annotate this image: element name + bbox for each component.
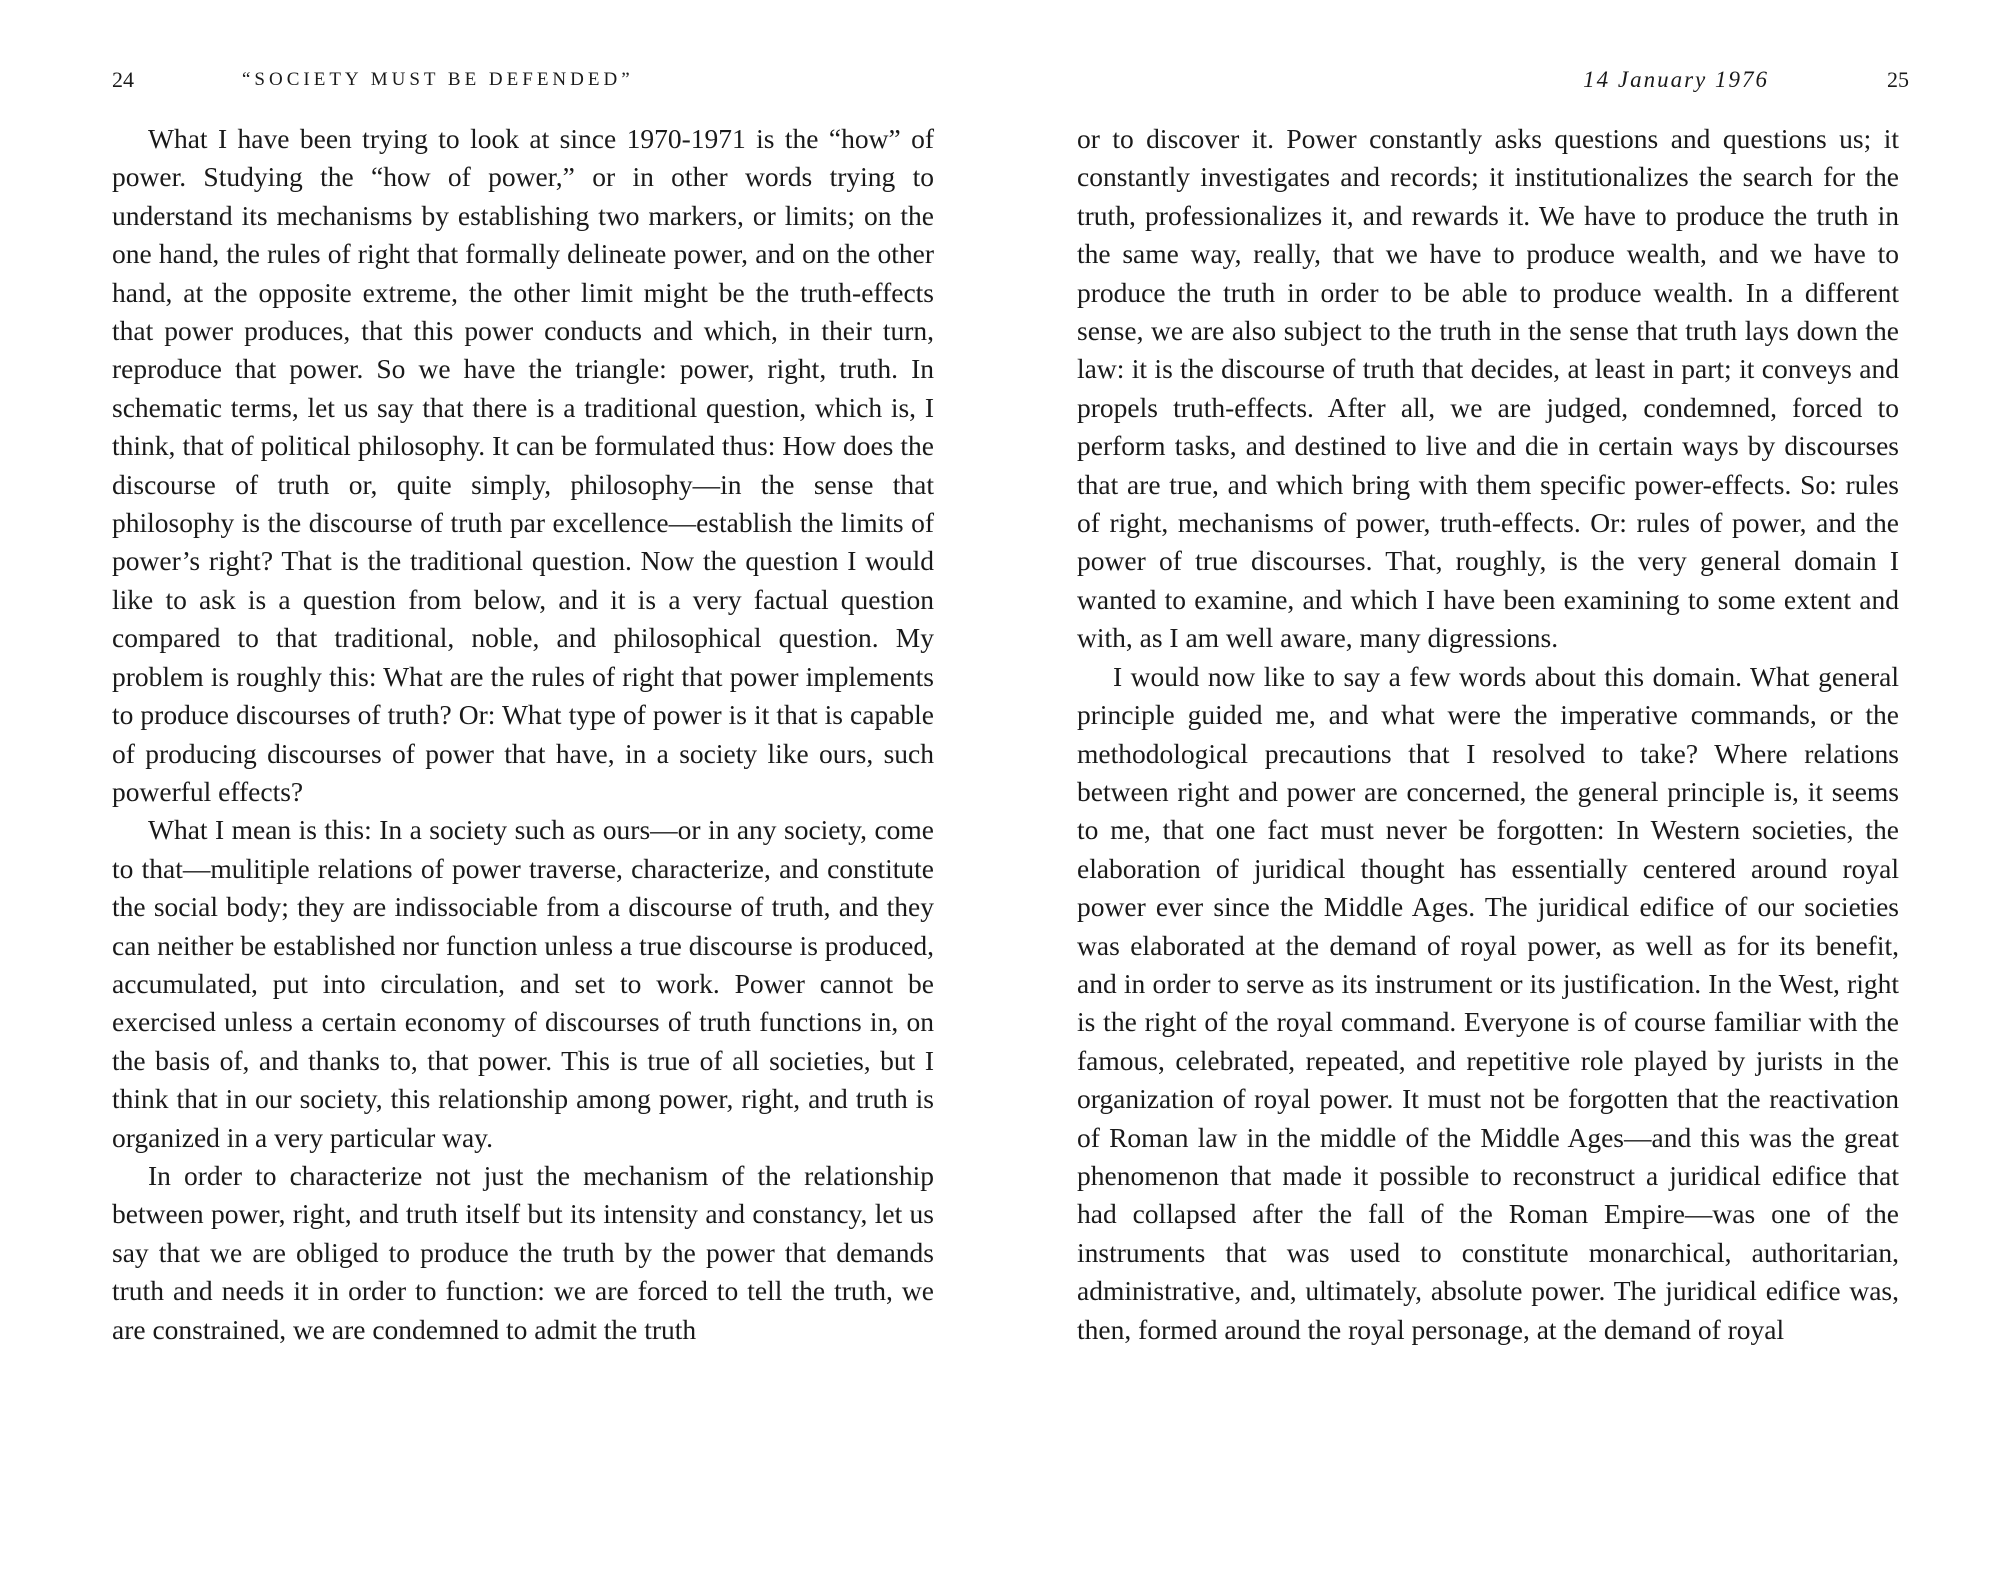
left-page <box>112 0 934 1580</box>
paragraph: or to discover it. Power constantly asks questions and questions us; it constantly investigates and records; it institutionalizes the search for the truth, professionalizes it, and rewards it. We have to produce the truth in the same way, really, that we have to produce wealth, and we have to produce the truth in order to be able to produce wealth. In a different sense, we are also subject to the truth in the sense that truth lays down the law: it is the discourse of truth that decides, at least in part; it conveys and propels truth-effects. After all, we are judged, condemned, forced to perform tasks, and destined to live and die in certain ways by discourses that are true, and which bring with them specific power-effects. So: rules of right, mechanisms of power, truth-effects. Or: rules of power, and the power of true discourses. That, roughly, is the very general domain I wanted to examine, and which I have been examining to some extent and with, as I am well aware, many digressions. <box>1077 123 1899 654</box>
page-number-right: 25 <box>1887 67 1909 92</box>
paragraph: In order to characterize not just the mechanism of the relationship between power, right, and truth itself but its intensity and constancy, let us say that we are obliged to produce the truth by the power that demands truth and needs it in order to function: we are forced to tell the truth, we are constrained, we are condemned to admit the truth <box>112 1159 934 1345</box>
right-running-head <box>1077 60 1909 100</box>
book-title-head: “SOCIETY MUST BE DEFENDED” <box>242 69 634 90</box>
left-running-head <box>112 60 934 100</box>
paragraph: What I mean is this: In a society such as ours—or in any society, come to that—mulitiple relations of power traverse, characterize, and constitute the social body; they are indissociable from a discourse of truth, and they can neither be established nor function unless a true discourse is produced, accumulated, put into circulation, and set to work. Power cannot be exercised unless a certain economy of discourses of truth functions in, on the basis of, and thanks to, that power. This is true of all societies, but I think that in our society, this relationship among power, right, and truth is organized in a very particular way. <box>112 814 934 1153</box>
right-page-text <box>1077 120 1899 1349</box>
left-page-text <box>112 120 934 1349</box>
paragraph: I would now like to say a few words about this domain. What general principle guided me, and what were the imperative commands, or the methodological precautions that I resolved to take? Where relations between right and power are concerned, the general principle is, it seems to me, that one fact must never be forgotten: In Western societies, the elaboration of juridical thought has essentially centered around royal power ever since the Middle Ages. The juridical edifice of our societies was elaborated at the demand of royal power, as well as for its benefit, and in order to serve as its instrument or its justification. In the West, right is the right of the royal command. Everyone is of course familiar with the famous, celebrated, repeated, and repetitive role played by jurists in the organization of royal power. It must not be forgotten that the reactivation of Roman law in the middle of the Middle Ages—and this was the great phenomenon that made it possible to reconstruct a juridical edifice that had collapsed after the fall of the Roman Empire—was one of the instruments that was used to constitute monarchical, authoritarian, administrative, and, ultimately, absolute power. The juridical edifice was, then, formed around the royal personage, at the demand of royal <box>1077 660 1899 1345</box>
page-number-left: 24 <box>112 67 134 92</box>
paragraph: What I have been trying to look at since 1970-1971 is the “how” of power. Studying the “how of power,” or in other words trying to understand its mechanisms by establishing two markers, or limits; on the one hand, the rules of right that formally delineate power, and on the other hand, at the opposite extreme, the other limit might be the truth-effects that power produces, that this power conducts and which, in their turn, reproduce that power. So we have the triangle: power, right, truth. In schematic terms, let us say that there is a traditional question, which is, I think, that of political philosophy. It can be formulated thus: How does the discourse of truth or, quite simply, philosophy—in the sense that philosophy is the discourse of truth par excellence—establish the limits of power’s right? That is the traditional question. Now the question I would like to ask is a question from below, and it is a very factual question compared to that traditional, noble, and philosophical question. My problem is roughly this: What are the rules of right that power implements to produce discourses of truth? Or: What type of power is it that is capable of producing discourses of power that have, in a society like ours, such powerful effects? <box>112 123 934 807</box>
right-page <box>1077 0 1909 1580</box>
chapter-date-head: 14 January 1976 <box>1583 67 1769 92</box>
